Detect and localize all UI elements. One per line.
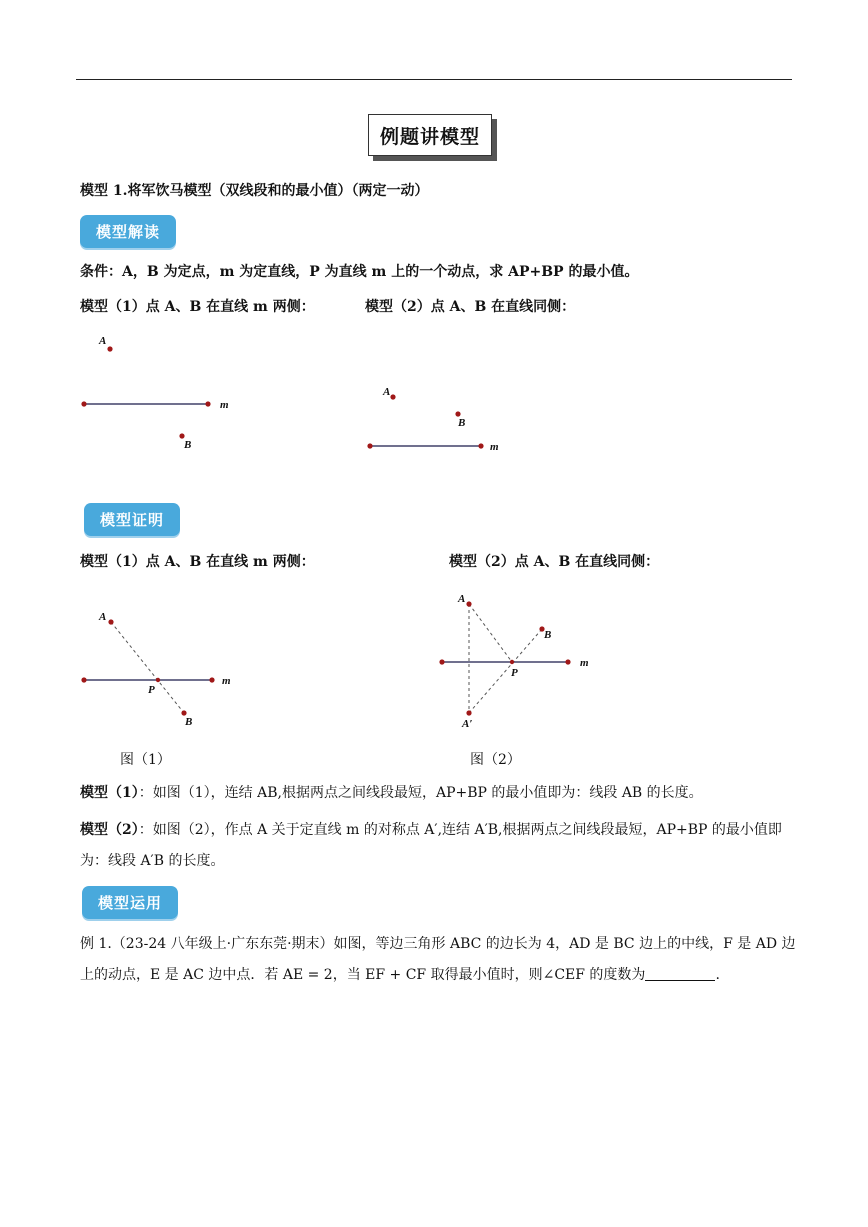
diagram-model2-sameside [360,378,520,458]
label-B: B [184,439,192,451]
label-P: P [148,684,155,696]
label-A: A [383,386,391,398]
condition-text: 条件：A，B 为定点，m 为定直线，P 为直线 m 上的一个动点，求 AP+BP 的最小值。 [80,264,639,280]
point-B [179,433,184,438]
tag-proof: 模型证明 [84,503,180,536]
point-B [455,411,460,416]
endpoint [565,659,570,664]
point-A [390,394,395,399]
section-heading: 模型 1.将军饮马模型（双线段和的最小值）（两定一动） [80,183,429,199]
point-A [466,601,471,606]
endpoint [81,401,86,406]
endpoint [205,401,210,406]
proof-text-2-head: 模型（2） [80,822,139,838]
segment-AB [111,622,184,713]
page-title: 例题讲模型 [368,114,492,156]
example-1-main: 例 1.（23-24 八年级上·广东东莞·期末）如图，等边三角形 ABC 的边长为 4，AD 是 BC 边上的中线，F 是 AD 边上的动点，E 是 AC 边中点．若 AE = 2，当 EF + CF 取得最小值时，则∠CEF 的度数为 [80,936,796,983]
figure-1 [70,600,250,730]
proof-text-2 [80,815,796,877]
example-1-end: . [715,967,720,983]
model1-label-top: 模型（1）点 A、B 在直线 m 两侧： [80,299,315,315]
label-A: A [99,335,107,347]
proof-text-1-head: 模型（1） [80,785,139,801]
label-A: A [458,593,466,605]
proof-text-1-body: ：如图（1），连结 AB,根据两点之间线段最短，AP+BP 的最小值即为：线段 AB 的长度。 [138,785,703,801]
endpoint [439,659,444,664]
label-m: m [580,657,589,669]
endpoint [478,443,483,448]
diagram-model1-sides [70,330,250,455]
header-rule [76,79,792,80]
label-B: B [185,716,193,728]
tag-interpret: 模型解读 [80,215,176,248]
proof-text-2-body: ：如图（2），作点 A 关于定直线 m 的对称点 A′,连结 A′B,根据两点之间线段最短，AP+BP 的最小值即为：线段 A′B 的长度。 [80,822,782,869]
figure-1-caption: 图（1） [120,752,171,768]
point-P [510,660,514,664]
label-m: m [220,399,229,411]
point-A-prime [466,710,471,715]
proof-text-1 [80,778,796,809]
tag-apply: 模型运用 [82,886,178,919]
model2-label-proof: 模型（2）点 A、B 在直线同侧： [449,554,660,570]
point-A [107,346,112,351]
endpoint [367,443,372,448]
answer-blank[interactable] [645,966,715,981]
point-P [156,678,160,682]
point-A [108,619,113,624]
figure-2 [432,588,602,733]
example-1-text [80,929,796,991]
label-A-prime: A′ [462,718,473,730]
label-m: m [490,441,499,453]
label-m: m [222,675,231,687]
label-B: B [544,629,552,641]
model2-label-top: 模型（2）点 A、B 在直线同侧： [365,299,576,315]
label-A: A [99,611,107,623]
endpoint [81,677,86,682]
segment-A-prime-B [469,629,542,713]
point-B [181,710,186,715]
label-B: B [458,417,466,429]
label-P: P [511,667,518,679]
endpoint [209,677,214,682]
model1-label-proof: 模型（1）点 A、B 在直线 m 两侧： [80,554,315,570]
figure-2-caption: 图（2） [470,752,521,768]
segment-AP [469,604,512,662]
